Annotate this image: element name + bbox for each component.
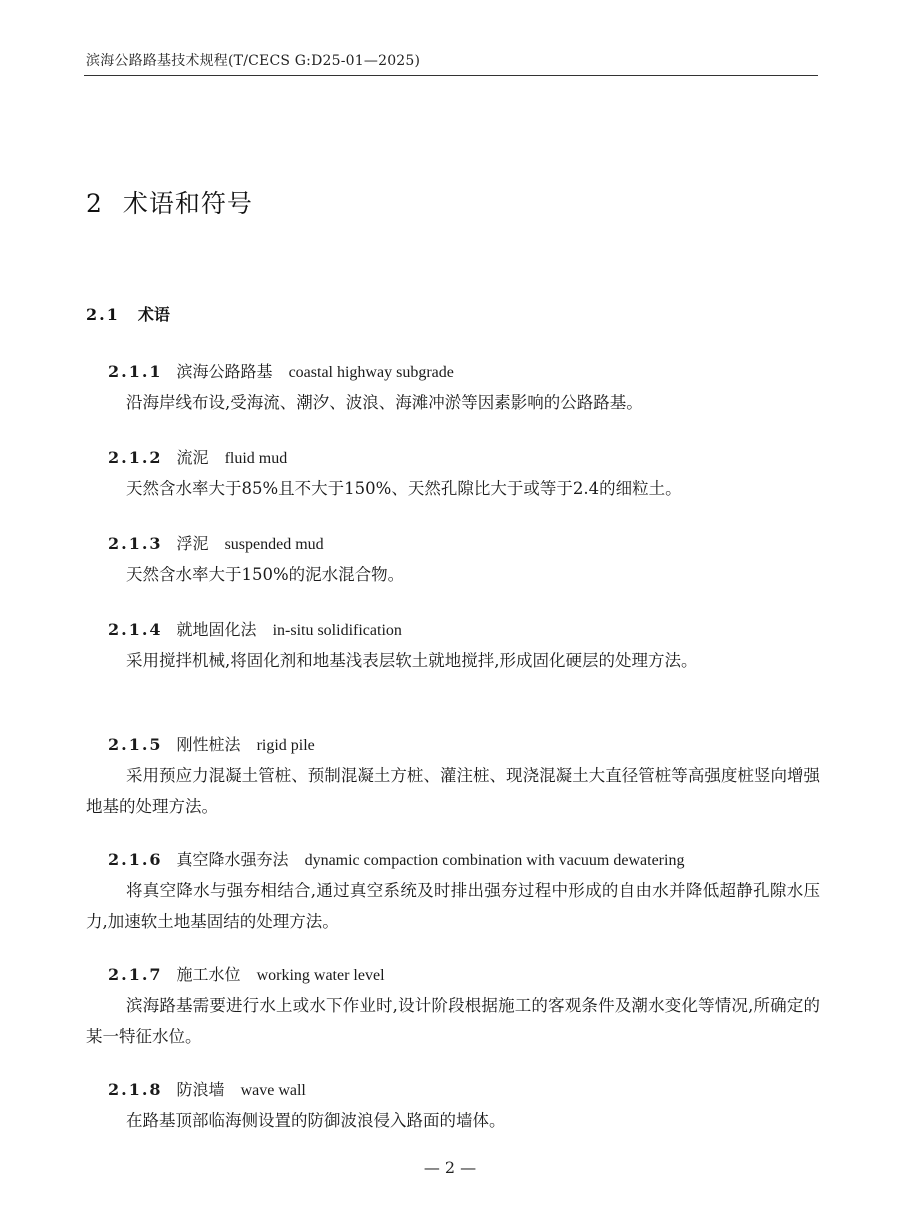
section-number: 2.1 [86,305,120,324]
term-heading [86,444,820,473]
running-header: 滨海公路路基技术规程(T/CECS G:D25-01—2025) [86,53,421,69]
term-entry [86,530,820,590]
term-chinese: 真空降水强夯法 [176,850,289,869]
term-definition: 在路基顶部临海侧设置的防御波浪侵入路面的墙体。 [126,1111,506,1130]
term-english: suspended mud [224,536,324,553]
term-chinese: 刚性桩法 [176,735,241,754]
term-entry [86,444,820,504]
term-chinese: 就地固化法 [176,620,257,639]
term-entry [86,358,820,418]
chapter-title [86,184,253,220]
term-heading [86,731,820,760]
term-chinese: 流泥 [176,448,209,467]
term-entry [86,1076,820,1136]
term-entry [86,731,820,822]
term-definition: 沿海岸线布设,受海流、潮汐、波浪、海滩冲淤等因素影响的公路路基。 [126,393,643,412]
section-title [86,302,170,325]
term-entry [86,846,820,937]
term-number: 2.1.4 [108,620,163,639]
term-number: 2.1.5 [108,735,163,754]
term-heading [86,530,820,559]
term-english: in-situ solidification [272,622,402,639]
term-definition: 天然含水率大于150%的泥水混合物。 [126,565,405,584]
term-english: rigid pile [256,737,315,754]
term-number: 2.1.8 [108,1080,163,1099]
term-entry [86,616,820,676]
term-english: working water level [256,967,385,984]
term-english: coastal highway subgrade [288,364,454,381]
term-number: 2.1.2 [108,448,163,467]
page-number: — 2 — [423,1158,477,1177]
term-definition: 采用搅拌机械,将固化剂和地基浅表层软土就地搅拌,形成固化硬层的处理方法。 [126,651,698,670]
term-heading [86,846,820,875]
term-heading [86,358,820,387]
section-title-text: 术语 [137,305,170,324]
term-heading [86,961,820,990]
term-chinese: 滨海公路路基 [176,362,273,381]
term-english: wave wall [240,1082,306,1099]
chapter-number: 2 [86,189,103,218]
term-definition: 滨海路基需要进行水上或水下作业时,设计阶段根据施工的客观条件及潮水变化等情况,所确定的某一特征水位。 [86,996,820,1046]
term-chinese: 浮泥 [176,534,209,553]
header-rule [84,75,818,76]
term-number: 2.1.6 [108,850,163,869]
chapter-title-text: 术语和符号 [122,189,253,218]
term-heading [86,616,820,645]
term-number: 2.1.3 [108,534,163,553]
term-english: dynamic compaction combination with vacuum dewatering [304,852,685,869]
term-definition: 采用预应力混凝土管桩、预制混凝土方桩、灌注桩、现浇混凝土大直径管桩等高强度桩竖向增强地基的处理方法。 [86,766,820,816]
term-english: fluid mud [224,450,288,467]
term-definition: 天然含水率大于85%且不大于150%、天然孔隙比大于或等于2.4的细粒土。 [126,479,682,498]
term-chinese: 防浪墙 [176,1080,225,1099]
term-heading [86,1076,820,1105]
term-entry [86,961,820,1052]
term-number: 2.1.1 [108,362,163,381]
term-definition: 将真空降水与强夯相结合,通过真空系统及时排出强夯过程中形成的自由水并降低超静孔隙水压力,加速软土地基固结的处理方法。 [86,881,820,931]
term-number: 2.1.7 [108,965,163,984]
term-chinese: 施工水位 [176,965,241,984]
